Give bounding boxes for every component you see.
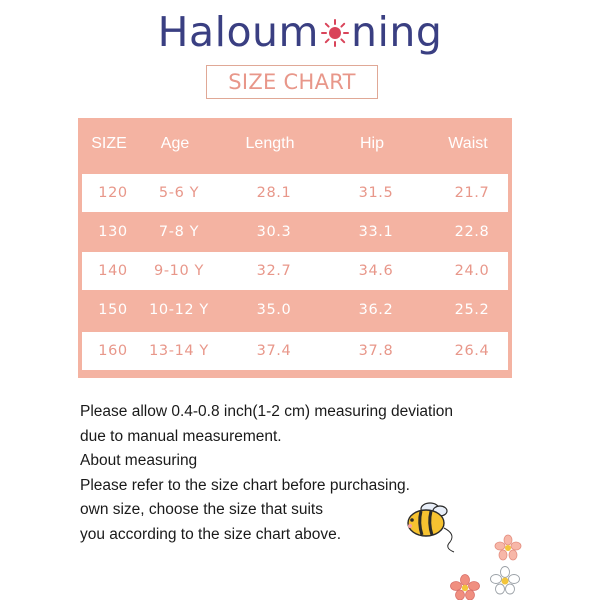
cell-hip: 36.2 [358, 302, 394, 318]
cell-waist: 21.7 [454, 185, 490, 201]
bee-icon [400, 500, 466, 558]
header-waist: Waist [448, 135, 488, 152]
cell-waist: 24.0 [454, 263, 490, 279]
header-length: Length [245, 135, 295, 152]
cell-hip: 31.5 [358, 185, 394, 201]
brand-logo [0, 6, 600, 58]
cell-waist: 26.4 [454, 343, 490, 359]
cell-age: 9-10 Y [154, 263, 204, 279]
logo-text-part1: Halou [157, 8, 279, 56]
cell-waist: 25.2 [454, 302, 490, 318]
cell-size: 140 [98, 263, 128, 279]
cell-size: 150 [98, 302, 128, 318]
header-size: SIZE [91, 135, 127, 152]
flower-icon [489, 566, 521, 596]
cell-length: 37.4 [256, 343, 292, 359]
flower-icon [494, 534, 522, 562]
cell-size: 160 [98, 343, 128, 359]
logo-text-part3: ning [350, 8, 443, 56]
table-row [82, 291, 508, 329]
cell-age: 10-12 Y [149, 302, 209, 318]
cell-size: 120 [98, 185, 128, 201]
flower-icon [450, 574, 480, 600]
cell-age: 13-14 Y [149, 343, 209, 359]
sun-icon [320, 8, 350, 38]
cell-hip: 34.6 [358, 263, 394, 279]
header-hip: Hip [359, 135, 384, 152]
note-line: you according to the size chart above. [80, 525, 342, 543]
cell-hip: 33.1 [358, 224, 394, 240]
note-line: due to manual measurement. [80, 427, 282, 445]
cell-hip: 37.8 [358, 343, 394, 359]
logo-text-part2: m [278, 8, 319, 56]
table-row [82, 213, 508, 251]
cell-length: 30.3 [256, 224, 292, 240]
cell-length: 28.1 [256, 185, 292, 201]
cell-size: 130 [98, 224, 128, 240]
note-line: Please allow 0.4-0.8 inch(1-2 cm) measuring deviation [80, 403, 454, 420]
size-table [78, 118, 512, 378]
table-header [78, 118, 512, 170]
table-row [82, 332, 508, 370]
cell-waist: 22.8 [454, 224, 490, 240]
size-chart-title: SIZE CHART [206, 65, 378, 99]
note-line: Please refer to the size chart before purchasing. [80, 476, 410, 494]
header-age: Age [160, 135, 190, 152]
cell-age: 5-6 Y [158, 185, 200, 201]
note-line: own size, choose the size that suits [80, 501, 323, 519]
cell-age: 7-8 Y [158, 224, 200, 240]
cell-length: 32.7 [256, 263, 292, 279]
table-row [82, 174, 508, 212]
cell-length: 35.0 [256, 302, 292, 318]
table-row [82, 252, 508, 290]
note-line: About measuring [80, 452, 198, 470]
